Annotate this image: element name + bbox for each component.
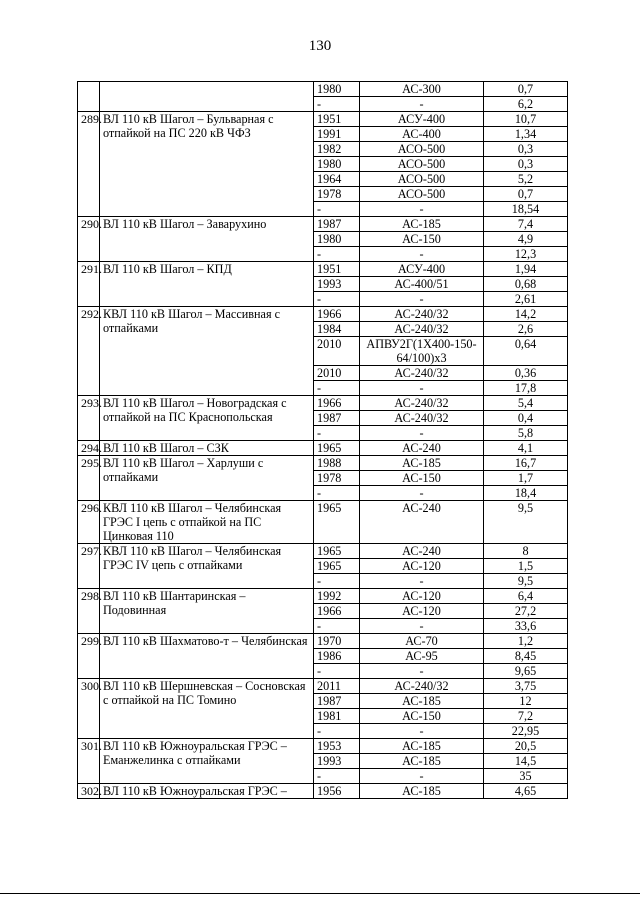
length-cell: 1,34 xyxy=(484,127,568,142)
year-cell: - xyxy=(314,97,360,112)
wire-type-cell: АС-300 xyxy=(360,82,484,97)
year-cell: 1965 xyxy=(314,441,360,456)
wire-type-cell: АС-400 xyxy=(360,127,484,142)
length-cell: 0,36 xyxy=(484,366,568,381)
item-number: 293. xyxy=(78,396,100,441)
year-cell: 2011 xyxy=(314,679,360,694)
length-cell: 0,4 xyxy=(484,411,568,426)
length-cell: 18,54 xyxy=(484,202,568,217)
item-number: 298. xyxy=(78,589,100,634)
year-cell: 1965 xyxy=(314,501,360,544)
page-number: 130 xyxy=(308,38,332,54)
wire-type-cell: АС-185 xyxy=(360,217,484,232)
length-cell: 7,4 xyxy=(484,217,568,232)
wire-type-cell: АС-240/32 xyxy=(360,411,484,426)
length-cell: 1,94 xyxy=(484,262,568,277)
length-cell: 0,3 xyxy=(484,157,568,172)
wire-type-cell: АСО-500 xyxy=(360,157,484,172)
length-cell: 1,2 xyxy=(484,634,568,649)
line-name: ВЛ 110 кВ Южноуральская ГРЭС – Еманжелинка с отпайками xyxy=(100,739,314,784)
wire-type-cell: АС-185 xyxy=(360,694,484,709)
line-name xyxy=(100,82,314,112)
year-cell: - xyxy=(314,574,360,589)
table-row xyxy=(78,307,568,322)
year-cell: - xyxy=(314,619,360,634)
wire-type-cell: АС-120 xyxy=(360,589,484,604)
wire-type-cell: АС-400/51 xyxy=(360,277,484,292)
length-cell: 20,5 xyxy=(484,739,568,754)
wire-type-cell: АС-70 xyxy=(360,634,484,649)
table-row xyxy=(78,82,568,97)
year-cell: 1986 xyxy=(314,649,360,664)
wire-type-cell: АС-185 xyxy=(360,456,484,471)
year-cell: - xyxy=(314,381,360,396)
year-cell: 1987 xyxy=(314,694,360,709)
table-row xyxy=(78,262,568,277)
table-row xyxy=(78,589,568,604)
length-cell: 14,5 xyxy=(484,754,568,769)
wire-type-cell: АС-150 xyxy=(360,232,484,247)
length-cell: 9,65 xyxy=(484,664,568,679)
year-cell: 1987 xyxy=(314,411,360,426)
wire-type-cell: - xyxy=(360,202,484,217)
year-cell: 2010 xyxy=(314,366,360,381)
year-cell: 1965 xyxy=(314,544,360,559)
table-row xyxy=(78,784,568,799)
wire-type-cell: - xyxy=(360,426,484,441)
year-cell: 1980 xyxy=(314,82,360,97)
length-cell: 8 xyxy=(484,544,568,559)
year-cell: 1982 xyxy=(314,142,360,157)
line-name: ВЛ 110 кВ Шагол – КПД xyxy=(100,262,314,307)
item-number: 295. xyxy=(78,456,100,501)
year-cell: - xyxy=(314,486,360,501)
year-cell: - xyxy=(314,426,360,441)
year-cell: 1987 xyxy=(314,217,360,232)
year-cell: 1953 xyxy=(314,739,360,754)
year-cell: 1980 xyxy=(314,157,360,172)
wire-type-cell: АС-240 xyxy=(360,501,484,544)
year-cell: - xyxy=(314,292,360,307)
length-cell: 0,64 xyxy=(484,337,568,366)
year-cell: 1993 xyxy=(314,277,360,292)
length-cell: 9,5 xyxy=(484,501,568,544)
length-cell: 7,2 xyxy=(484,709,568,724)
item-number: 297. xyxy=(78,544,100,589)
wire-type-cell: - xyxy=(360,381,484,396)
line-name: ВЛ 110 кВ Шагол – Бульварная с отпайкой на ПС 220 кВ ЧФЗ xyxy=(100,112,314,217)
item-number: 294. xyxy=(78,441,100,456)
wire-type-cell: АСУ-400 xyxy=(360,262,484,277)
length-cell: 8,45 xyxy=(484,649,568,664)
year-cell: 1966 xyxy=(314,396,360,411)
year-cell: 1964 xyxy=(314,172,360,187)
length-cell: 5,2 xyxy=(484,172,568,187)
year-cell: 1991 xyxy=(314,127,360,142)
length-cell: 0,7 xyxy=(484,82,568,97)
length-cell: 17,8 xyxy=(484,381,568,396)
year-cell: 1988 xyxy=(314,456,360,471)
length-cell: 35 xyxy=(484,769,568,784)
length-cell: 0,7 xyxy=(484,187,568,202)
length-cell: 4,9 xyxy=(484,232,568,247)
wire-type-cell: - xyxy=(360,486,484,501)
length-cell: 2,61 xyxy=(484,292,568,307)
length-cell: 12 xyxy=(484,694,568,709)
wire-type-cell: АС-240/32 xyxy=(360,307,484,322)
length-cell: 5,8 xyxy=(484,426,568,441)
length-cell: 33,6 xyxy=(484,619,568,634)
year-cell: 1978 xyxy=(314,187,360,202)
wire-type-cell: АСУ-400 xyxy=(360,112,484,127)
year-cell: 1965 xyxy=(314,559,360,574)
item-number: 292. xyxy=(78,307,100,396)
year-cell: - xyxy=(314,664,360,679)
length-cell: 6,2 xyxy=(484,97,568,112)
line-name: ВЛ 110 кВ Южноуральская ГРЭС – xyxy=(100,784,314,799)
item-number: 300. xyxy=(78,679,100,739)
length-cell: 18,4 xyxy=(484,486,568,501)
item-number: 299. xyxy=(78,634,100,679)
table-row xyxy=(78,112,568,127)
wire-type-cell: АПВУ2Г(1Х400-150-64/100)х3 xyxy=(360,337,484,366)
year-cell: 1951 xyxy=(314,262,360,277)
wire-type-cell: АСО-500 xyxy=(360,142,484,157)
table-row xyxy=(78,634,568,649)
year-cell: - xyxy=(314,247,360,262)
wire-type-cell: - xyxy=(360,292,484,307)
wire-type-cell: - xyxy=(360,97,484,112)
wire-type-cell: АС-240/32 xyxy=(360,322,484,337)
length-cell: 22,95 xyxy=(484,724,568,739)
year-cell: 1966 xyxy=(314,307,360,322)
wire-type-cell: АС-150 xyxy=(360,471,484,486)
wire-type-cell: АС-150 xyxy=(360,709,484,724)
wire-type-cell: - xyxy=(360,664,484,679)
year-cell: 1992 xyxy=(314,589,360,604)
year-cell: 1978 xyxy=(314,471,360,486)
wire-type-cell: АС-185 xyxy=(360,784,484,799)
wire-type-cell: АС-120 xyxy=(360,604,484,619)
table-row xyxy=(78,456,568,471)
item-number: 290. xyxy=(78,217,100,262)
wire-type-cell: АСО-500 xyxy=(360,187,484,202)
length-cell: 1,5 xyxy=(484,559,568,574)
year-cell: 1966 xyxy=(314,604,360,619)
wire-type-cell: - xyxy=(360,769,484,784)
year-cell: 2010 xyxy=(314,337,360,366)
line-name: КВЛ 110 кВ Шагол – Челябинская ГРЭС I цепь с отпайкой на ПС Цинковая 110 xyxy=(100,501,314,544)
year-cell: 1981 xyxy=(314,709,360,724)
wire-type-cell: АС-240 xyxy=(360,544,484,559)
wire-type-cell: АС-185 xyxy=(360,754,484,769)
wire-type-cell: АСО-500 xyxy=(360,172,484,187)
length-cell: 4,65 xyxy=(484,784,568,799)
power-lines-table xyxy=(77,81,568,799)
line-name: ВЛ 110 кВ Шагол – Заварухино xyxy=(100,217,314,262)
item-number: 289. xyxy=(78,112,100,217)
length-cell: 27,2 xyxy=(484,604,568,619)
wire-type-cell: АС-240/32 xyxy=(360,396,484,411)
length-cell: 16,7 xyxy=(484,456,568,471)
wire-type-cell: АС-240 xyxy=(360,441,484,456)
wire-type-cell: АС-95 xyxy=(360,649,484,664)
item-number: 302. xyxy=(78,784,100,799)
item-number: 296. xyxy=(78,501,100,544)
wire-type-cell: АС-240/32 xyxy=(360,679,484,694)
table-row xyxy=(78,544,568,559)
line-name: ВЛ 110 кВ Шагол – СЗК xyxy=(100,441,314,456)
power-lines-table-body xyxy=(78,82,568,799)
length-cell: 5,4 xyxy=(484,396,568,411)
table-row xyxy=(78,501,568,544)
wire-type-cell: - xyxy=(360,619,484,634)
table-row xyxy=(78,217,568,232)
length-cell: 1,7 xyxy=(484,471,568,486)
wire-type-cell: АС-240/32 xyxy=(360,366,484,381)
table-row xyxy=(78,396,568,411)
line-name: ВЛ 110 кВ Шахматово-т – Челябинская xyxy=(100,634,314,679)
line-name: ВЛ 110 кВ Шантаринская – Подовинная xyxy=(100,589,314,634)
line-name: ВЛ 110 кВ Шагол – Харлуши с отпайками xyxy=(100,456,314,501)
year-cell: 1993 xyxy=(314,754,360,769)
line-name: КВЛ 110 кВ Шагол – Массивная с отпайками xyxy=(100,307,314,396)
table-row xyxy=(78,739,568,754)
length-cell: 14,2 xyxy=(484,307,568,322)
length-cell: 9,5 xyxy=(484,574,568,589)
item-number: 301. xyxy=(78,739,100,784)
wire-type-cell: - xyxy=(360,574,484,589)
item-number: 291. xyxy=(78,262,100,307)
table-row xyxy=(78,679,568,694)
line-name: КВЛ 110 кВ Шагол – Челябинская ГРЭС IV цепь с отпайками xyxy=(100,544,314,589)
line-name: ВЛ 110 кВ Шагол – Новоградская с отпайкой на ПС Краснопольская xyxy=(100,396,314,441)
year-cell: 1980 xyxy=(314,232,360,247)
length-cell: 10,7 xyxy=(484,112,568,127)
length-cell: 6,4 xyxy=(484,589,568,604)
length-cell: 0,3 xyxy=(484,142,568,157)
year-cell: 1956 xyxy=(314,784,360,799)
wire-type-cell: - xyxy=(360,724,484,739)
length-cell: 12,3 xyxy=(484,247,568,262)
length-cell: 0,68 xyxy=(484,277,568,292)
item-number xyxy=(78,82,100,112)
wire-type-cell: АС-185 xyxy=(360,739,484,754)
line-name: ВЛ 110 кВ Шершневская – Сосновская с отпайкой на ПС Томино xyxy=(100,679,314,739)
length-cell: 3,75 xyxy=(484,679,568,694)
page-bottom-rule xyxy=(0,893,640,894)
year-cell: - xyxy=(314,724,360,739)
year-cell: 1984 xyxy=(314,322,360,337)
table-row xyxy=(78,441,568,456)
length-cell: 2,6 xyxy=(484,322,568,337)
wire-type-cell: АС-120 xyxy=(360,559,484,574)
year-cell: - xyxy=(314,202,360,217)
length-cell: 4,1 xyxy=(484,441,568,456)
year-cell: 1951 xyxy=(314,112,360,127)
wire-type-cell: - xyxy=(360,247,484,262)
year-cell: - xyxy=(314,769,360,784)
year-cell: 1970 xyxy=(314,634,360,649)
